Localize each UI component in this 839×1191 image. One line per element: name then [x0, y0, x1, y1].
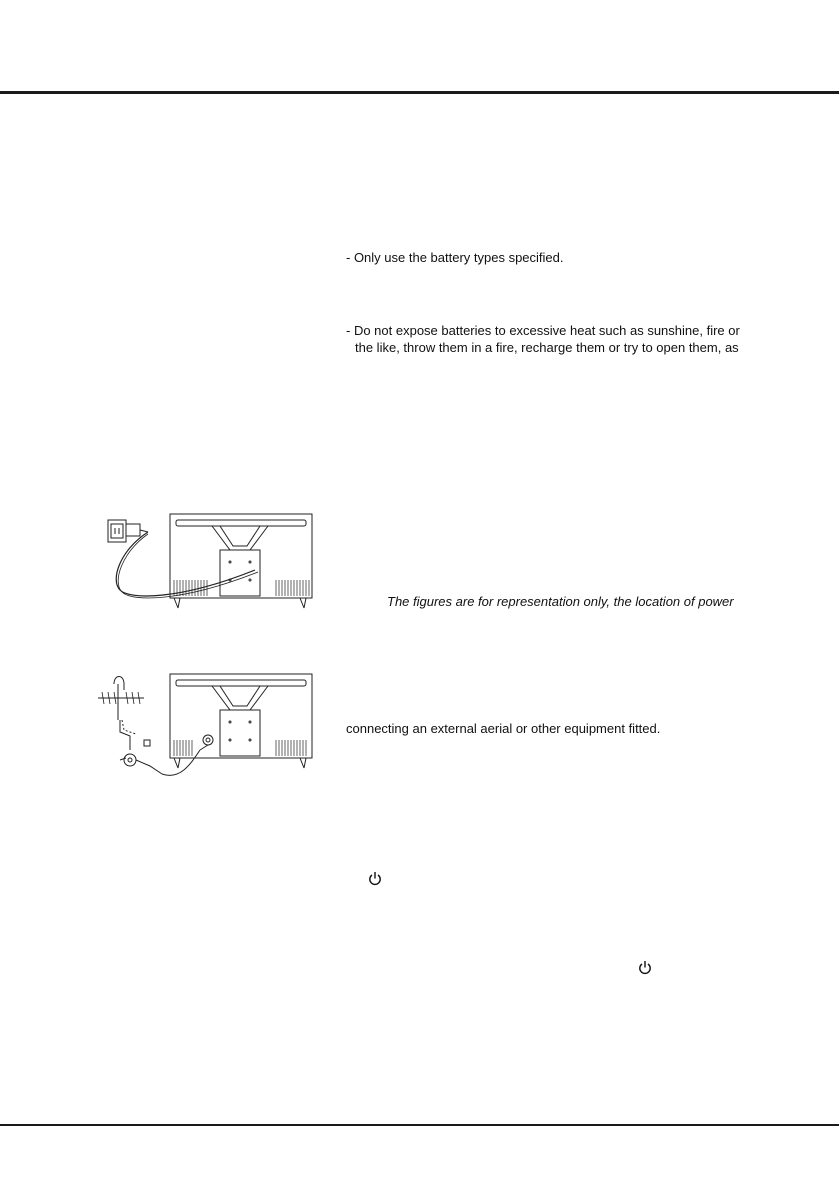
tv-back-power-connection-figure [100, 510, 320, 615]
battery-types-text: - Only use the battery types specified. [346, 250, 564, 265]
power-icon [368, 871, 382, 886]
figures-note-text: The figures are for representation only, the location of power [387, 594, 734, 609]
aerial-note-text: connecting an external aerial or other equipment fitted. [346, 721, 661, 736]
header-rule [0, 91, 839, 94]
power-icon [638, 960, 652, 975]
battery-heat-text-line2: the like, throw them in a fire, recharge them or try to open them, as [355, 340, 739, 355]
battery-heat-text-line1: - Do not expose batteries to excessive heat such as sunshine, fire or [346, 323, 740, 338]
footer-rule [0, 1124, 839, 1126]
tv-back-aerial-connection-figure [90, 670, 320, 785]
